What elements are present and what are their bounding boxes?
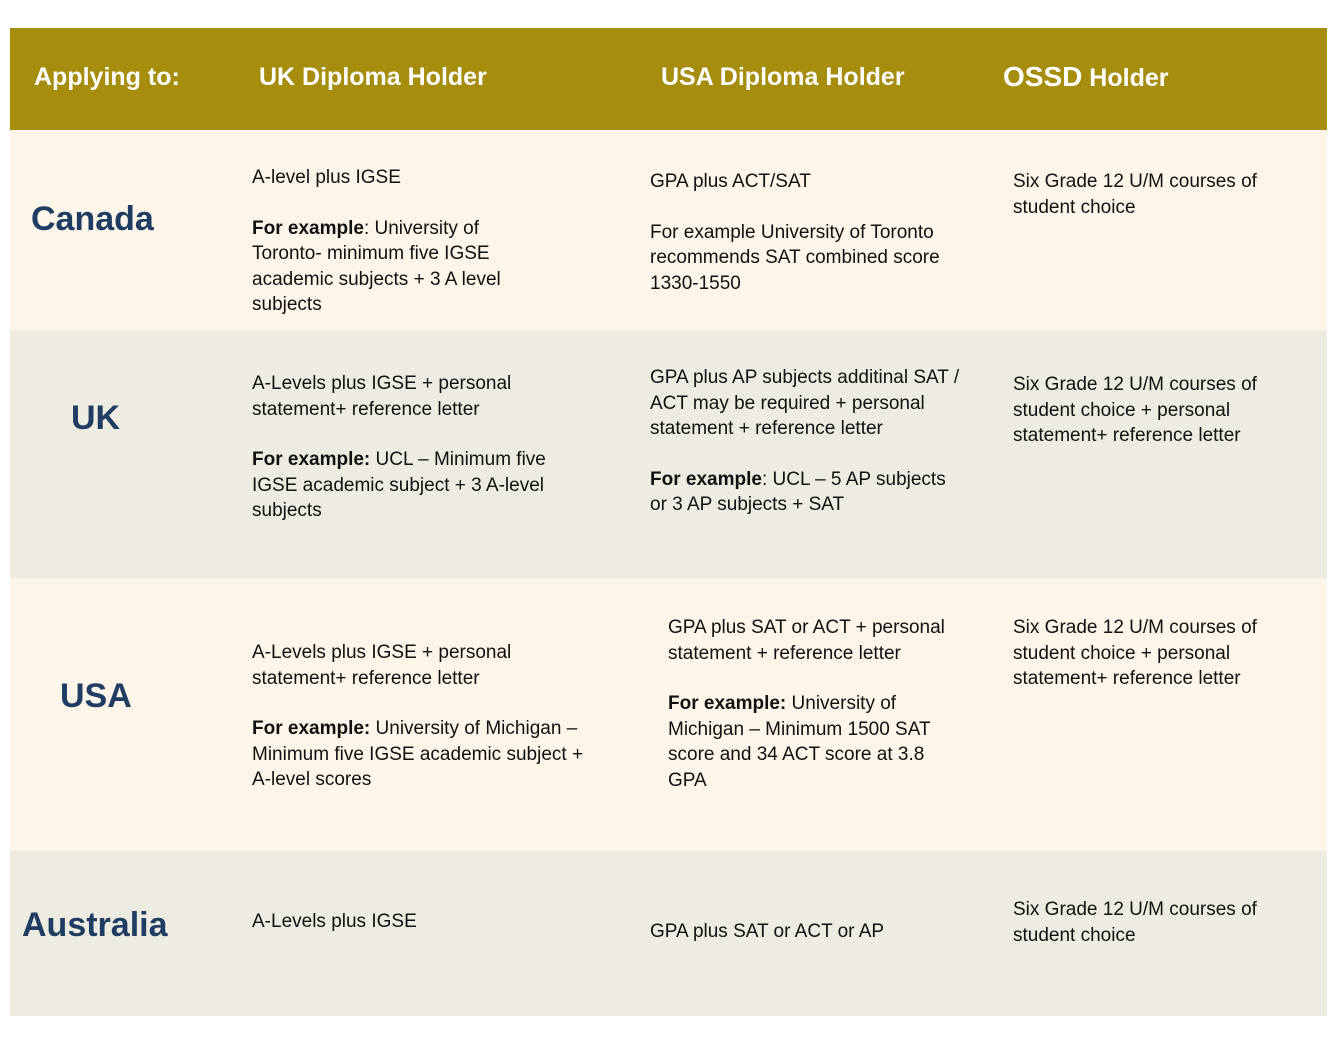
uk-diploma-requirements <box>252 909 552 935</box>
requirement-summary: GPA plus ACT/SAT <box>650 171 811 192</box>
requirement-example <box>668 691 958 793</box>
ossd-requirements <box>1013 372 1278 449</box>
requirement-example: For example University of Toronto recommends SAT combined score 1330-1550 <box>650 221 940 294</box>
usa-diploma-requirements <box>650 169 940 296</box>
header-applying-to: Applying to: <box>34 63 180 91</box>
header-ossd <box>1003 28 1168 130</box>
requirement-summary: Six Grade 12 U/M courses of student choice + personal statement+ reference letter <box>1013 617 1257 689</box>
example-label: For example: <box>668 693 787 714</box>
table-row-australia <box>10 851 1327 1016</box>
uk-diploma-requirements <box>252 165 552 318</box>
header-usa-diploma: USA Diploma Holder <box>661 63 905 91</box>
requirement-summary: A-Levels plus IGSE + personal statement+ reference letter <box>252 373 512 420</box>
admissions-table <box>10 28 1327 1016</box>
requirement-summary: Six Grade 12 U/M courses of student choice <box>1013 171 1257 218</box>
requirement-summary: Six Grade 12 U/M courses of student choice <box>1013 899 1257 946</box>
requirement-summary: A-level plus IGSE <box>252 167 401 188</box>
uk-diploma-requirements <box>252 371 562 524</box>
usa-diploma-requirements <box>650 365 960 518</box>
example-text: : UCL – 5 AP subjects or 3 AP subjects + SAT <box>650 468 946 515</box>
table-header <box>10 28 1327 130</box>
requirement-example <box>252 716 592 793</box>
example-text: UCL – Minimum five IGSE academic subject + 3 A-level subjects <box>252 449 546 521</box>
example-text: : University of Toronto- minimum five IGSE academic subjects + 3 A level subjects <box>252 217 501 315</box>
requirement-summary: A-Levels plus IGSE + personal statement+ reference letter <box>252 642 512 689</box>
example-label: For example: <box>252 718 371 739</box>
table-row-canada <box>10 130 1327 330</box>
country-label: UK <box>71 399 121 437</box>
table-row-uk <box>10 330 1327 578</box>
requirement-summary: Six Grade 12 U/M courses of student choice + personal statement+ reference letter <box>1013 374 1257 446</box>
ossd-requirements <box>1013 169 1278 220</box>
requirement-summary: A-Levels plus IGSE <box>252 911 417 932</box>
example-label: For example <box>650 468 762 490</box>
example-text: University of Michigan – Minimum 1500 SAT score and 34 ACT score at 3.8 GPA <box>668 693 931 791</box>
requirement-summary: GPA plus SAT or ACT + personal statement + reference letter <box>668 617 945 664</box>
country-label: Canada <box>31 200 154 238</box>
requirement-example <box>252 447 562 524</box>
header-ossd-holder: Holder <box>1082 64 1169 92</box>
requirement-example <box>650 467 960 518</box>
header-uk-diploma: UK Diploma Holder <box>259 63 487 91</box>
table-row-usa <box>10 578 1327 851</box>
usa-diploma-requirements <box>650 919 950 945</box>
requirement-summary: GPA plus SAT or ACT or AP <box>650 921 885 942</box>
requirement-summary: GPA plus AP subjects additinal SAT / ACT may be required + personal statement + reference letter <box>650 367 960 439</box>
requirement-example <box>252 216 552 318</box>
ossd-requirements <box>1013 615 1278 692</box>
example-text: University of Michigan – Minimum five IGSE academic subject + A-level scores <box>252 718 584 790</box>
header-ossd-abbrev: OSSD <box>1003 61 1083 92</box>
uk-diploma-requirements <box>252 640 592 793</box>
country-label: Australia <box>22 906 168 944</box>
usa-diploma-requirements <box>668 615 958 793</box>
example-label: For example <box>252 217 364 239</box>
example-label: For example: <box>252 449 371 470</box>
country-label: USA <box>60 677 132 715</box>
ossd-requirements <box>1013 897 1278 948</box>
